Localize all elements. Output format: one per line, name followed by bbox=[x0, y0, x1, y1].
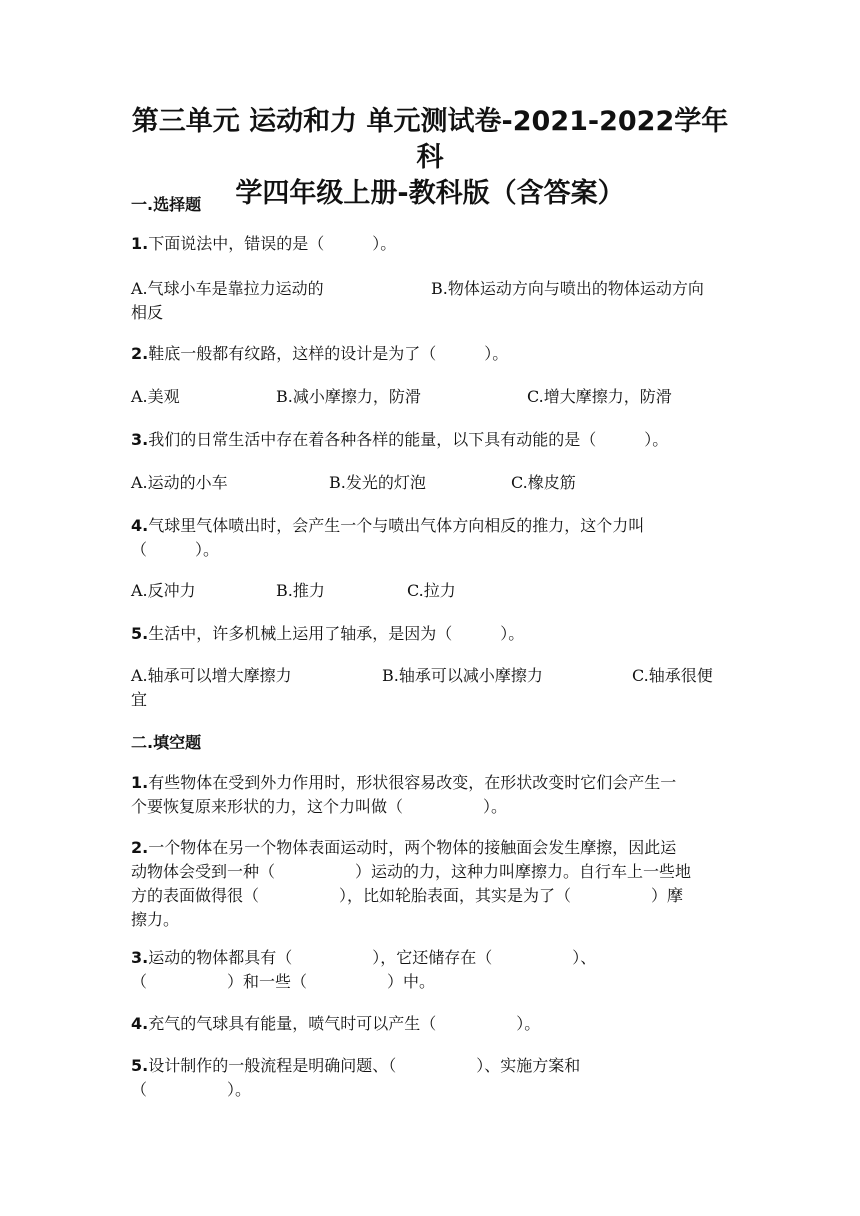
fill-question-4 bbox=[131, 1012, 731, 1036]
option-wrap: 相反 bbox=[131, 303, 164, 322]
option-c: C.增大摩擦力，防滑 bbox=[527, 387, 672, 406]
choice-question-4 bbox=[131, 514, 731, 562]
question-line: 运动的物体都具有（ ），它还储存在（ ）、 bbox=[148, 948, 597, 967]
question-number: 5. bbox=[131, 1056, 149, 1075]
option-a: A.美观 bbox=[131, 387, 180, 406]
option-c: C.橡皮筋 bbox=[511, 473, 576, 492]
fill-question-5 bbox=[131, 1054, 731, 1102]
option-b: B.物体运动方向与喷出的物体运动方向 bbox=[431, 279, 704, 298]
option-c: C.轴承很便 bbox=[632, 666, 713, 685]
question-line: 擦力。 bbox=[131, 910, 180, 929]
choice-question-1 bbox=[131, 232, 731, 256]
fill-question-2 bbox=[131, 836, 731, 932]
option-a: A.运动的小车 bbox=[131, 473, 228, 492]
title-line-1: 第三单元 运动和力 单元测试卷-2021-2022学年科 bbox=[131, 106, 729, 173]
choice-options-1 bbox=[131, 277, 731, 325]
question-text: 气球里气体喷出时，会产生一个与喷出气体方向相反的推力，这个力叫 bbox=[148, 516, 645, 535]
choice-options-4 bbox=[131, 579, 731, 603]
section-heading-fill: 二.填空题 bbox=[131, 733, 202, 752]
option-b: B.发光的灯泡 bbox=[329, 473, 426, 492]
option-b: B.轴承可以减小摩擦力 bbox=[382, 666, 543, 685]
question-text: 下面说法中，错误的是（ ）。 bbox=[148, 234, 397, 253]
choice-question-2 bbox=[131, 342, 731, 366]
choice-question-3 bbox=[131, 428, 731, 452]
question-number: 1. bbox=[131, 773, 149, 792]
question-number: 1. bbox=[131, 234, 149, 253]
page-title bbox=[120, 104, 740, 212]
choice-question-5 bbox=[131, 622, 731, 646]
choice-options-2 bbox=[131, 385, 731, 409]
question-line: （ ）和一些（ ）中。 bbox=[131, 972, 436, 991]
question-number: 4. bbox=[131, 1014, 149, 1033]
question-line: 充气的气球具有能量，喷气时可以产生（ ）。 bbox=[148, 1014, 541, 1033]
fill-question-1 bbox=[131, 771, 731, 819]
option-a: A.反冲力 bbox=[131, 581, 196, 600]
choice-options-3 bbox=[131, 471, 731, 495]
question-number: 2. bbox=[131, 344, 149, 363]
title-line-2: 学四年级上册-教科版（含答案） bbox=[235, 178, 625, 209]
question-line: 动物体会受到一种（ ）运动的力，这种力叫摩擦力。自行车上一些地 bbox=[131, 862, 692, 881]
question-number: 2. bbox=[131, 838, 149, 857]
question-line: （ ）。 bbox=[131, 1080, 252, 1099]
option-c: C.拉力 bbox=[407, 581, 456, 600]
section-heading-choice: 一.选择题 bbox=[131, 195, 202, 214]
question-text: 生活中，许多机械上运用了轴承，是因为（ ）。 bbox=[148, 624, 525, 643]
question-line: 一个物体在另一个物体表面运动时，两个物体的接触面会发生摩擦，因此运 bbox=[148, 838, 677, 857]
option-wrap: 宜 bbox=[131, 690, 148, 709]
question-number: 4. bbox=[131, 516, 149, 535]
question-number: 3. bbox=[131, 430, 149, 449]
option-a: A.轴承可以增大摩擦力 bbox=[131, 666, 292, 685]
question-text: 鞋底一般都有纹路，这样的设计是为了（ ）。 bbox=[148, 344, 509, 363]
option-b: B.减小摩擦力，防滑 bbox=[276, 387, 421, 406]
question-line: 方的表面做得很（ ），比如轮胎表面，其实是为了（ ）摩 bbox=[131, 886, 684, 905]
question-number: 5. bbox=[131, 624, 149, 643]
option-a: A.气球小车是靠拉力运动的 bbox=[131, 279, 324, 298]
question-number: 3. bbox=[131, 948, 149, 967]
fill-question-3 bbox=[131, 946, 731, 994]
choice-options-5 bbox=[131, 664, 731, 712]
option-b: B.推力 bbox=[276, 581, 325, 600]
question-line: 设计制作的一般流程是明确问题、（ ）、实施方案和 bbox=[148, 1056, 581, 1075]
question-line: 个要恢复原来形状的力，这个力叫做（ ）。 bbox=[131, 797, 508, 816]
question-text: 我们的日常生活中存在着各种各样的能量，以下具有动能的是（ ）。 bbox=[148, 430, 669, 449]
question-text-cont: （ ）。 bbox=[131, 540, 220, 559]
question-line: 有些物体在受到外力作用时，形状很容易改变，在形状改变时它们会产生一 bbox=[148, 773, 677, 792]
